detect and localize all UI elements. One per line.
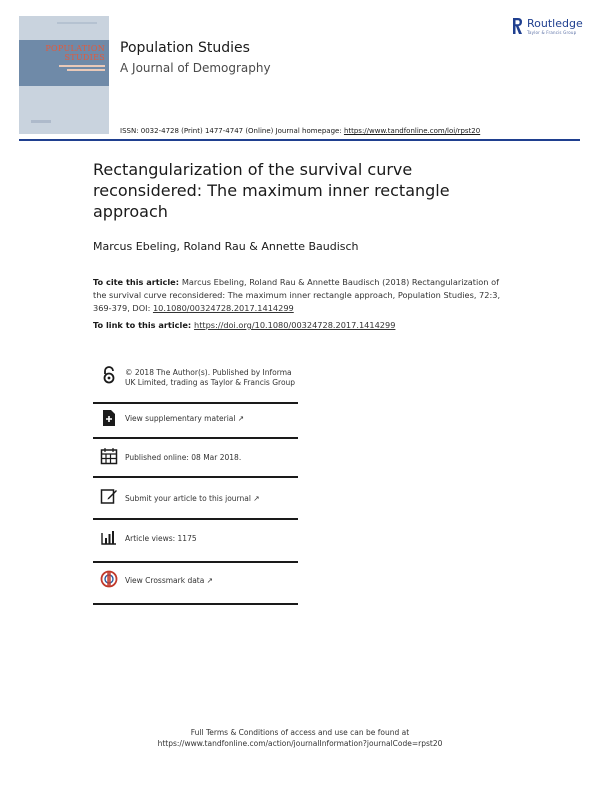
article-link-line [93, 320, 513, 330]
license-text: © 2018 The Author(s). Published by Informa UK Limited, trading as Taylor & Francis Group [125, 368, 296, 387]
edit-icon [100, 487, 118, 505]
publisher-name: Routledge [527, 17, 583, 30]
cover-title [33, 44, 105, 62]
journal-cover-image [19, 16, 109, 134]
crossmark-link[interactable]: View Crossmark data [125, 576, 205, 585]
published-item [93, 445, 298, 470]
crossmark-item[interactable] [93, 569, 298, 594]
citation-doi-link[interactable]: 10.1080/00324728.2017.1414299 [152, 303, 294, 313]
info-divider [93, 603, 298, 605]
footer [0, 727, 600, 749]
issn-line [120, 127, 480, 135]
publisher-tagline: Taylor & Francis Group [527, 30, 577, 35]
submit-item[interactable] [93, 484, 298, 509]
views-text: Article views: 1175 [125, 534, 197, 543]
submit-article-link[interactable]: Submit your article to this journal [125, 494, 251, 503]
info-divider [93, 518, 298, 520]
citation-text: Marcus Ebeling, Roland Rau & Annette Baudisch (2018) Rectangularization of the survival curve reconsidered: The maximum inner rectangle approach, Population Studies, 72:3, 369-379, DOI: [93, 277, 501, 313]
info-divider [93, 476, 298, 478]
routledge-logo-icon [511, 17, 523, 35]
journal-subtitle: A Journal of Demography [120, 61, 271, 75]
article-doi-link[interactable]: https://doi.org/10.1080/00324728.2017.1414299 [194, 320, 396, 330]
info-divider [93, 402, 298, 404]
license-item [93, 366, 298, 402]
open-access-icon [100, 366, 118, 384]
cover-title-line1: POPULATION [45, 44, 105, 53]
link-label: To link to this article: [93, 320, 194, 330]
citation-block [93, 276, 513, 315]
calendar-icon [100, 447, 118, 465]
issn-text: ISSN: 0032-4728 (Print) 1477-4747 (Online) Journal homepage: [120, 127, 344, 135]
article-title: Rectangularization of the survival curve reconsidered: The maximum inner rectangle approach [93, 160, 450, 221]
supplementary-link[interactable]: View supplementary material [125, 414, 236, 423]
published-text: Published online: 08 Mar 2018. [125, 453, 242, 462]
supplementary-item[interactable] [93, 407, 298, 432]
footer-terms-link[interactable]: https://www.tandfonline.com/action/journalInformation?journalCode=rpst20 [157, 739, 443, 748]
external-link-icon: ↗ [253, 494, 260, 503]
info-divider [93, 437, 298, 439]
external-link-icon: ↗ [237, 414, 245, 423]
info-divider [93, 561, 298, 563]
header-divider [19, 139, 580, 141]
journal-homepage-link[interactable]: https://www.tandfonline.com/loi/rpst20 [343, 127, 481, 135]
journal-title: Population Studies [120, 40, 250, 56]
crossmark-icon [100, 570, 118, 588]
bar-chart-icon [100, 529, 118, 547]
article-authors: Marcus Ebeling, Roland Rau & Annette Baudisch [93, 240, 359, 253]
footer-terms-text: Full Terms & Conditions of access and use can be found at [190, 728, 410, 737]
external-link-icon: ↗ [206, 576, 214, 585]
views-item [93, 527, 298, 552]
cover-title-line2: STUDIES [64, 53, 105, 62]
citation-label: To cite this article: [93, 277, 182, 287]
document-add-icon [100, 409, 118, 427]
